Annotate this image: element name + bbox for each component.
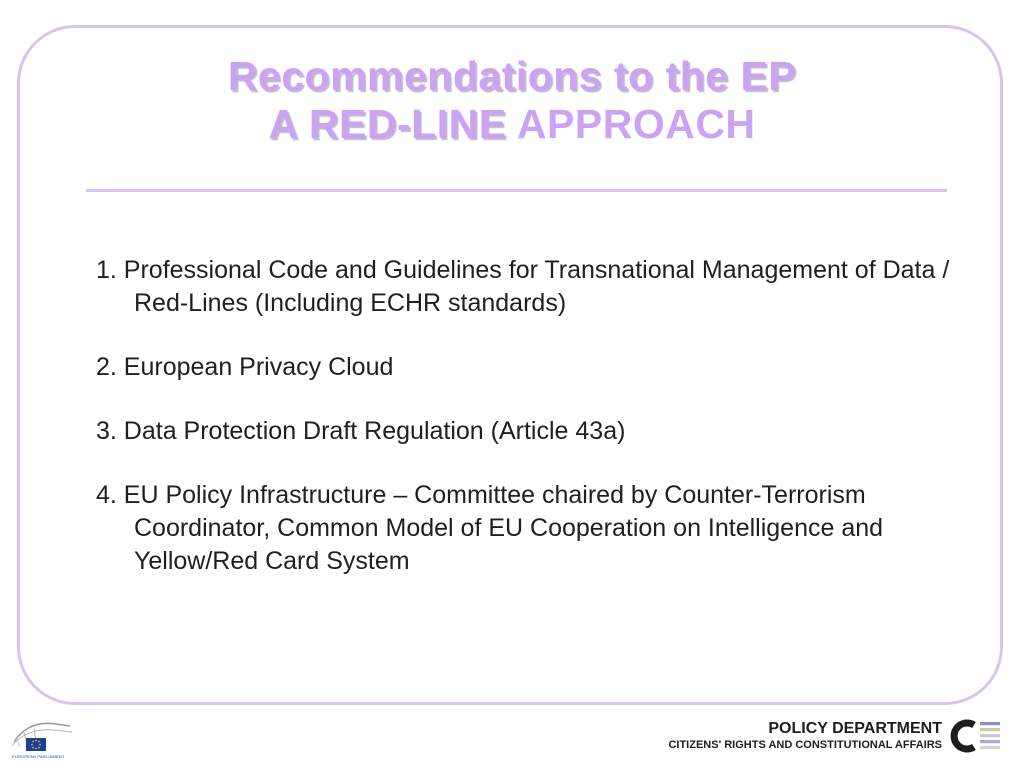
ep-logo-caption: EUROPEAN PARLIAMENT	[12, 754, 65, 759]
department-text	[668, 720, 942, 752]
slide-title	[0, 52, 1024, 148]
list-item: 2. European Privacy Cloud	[96, 353, 394, 381]
c-letter-with-stripes-icon	[948, 719, 1004, 753]
parliament-building-icon	[10, 716, 74, 756]
title-line-1: Recommendations to the EP	[227, 53, 797, 99]
list-item: 1. Professional Code and Guidelines for Transnational Management of Data / Red-Lines (Including ECHR standards)	[96, 256, 950, 317]
title-line-2-plain: APPROACH	[506, 101, 756, 147]
title-line-2	[0, 100, 1024, 148]
policy-department-branding	[668, 716, 1004, 756]
list-item: 3. Data Protection Draft Regulation (Article 43a)	[96, 417, 626, 445]
department-subtitle: CITIZENS' RIGHTS AND CONSTITUTIONAL AFFAIRS	[668, 739, 942, 751]
european-parliament-logo	[10, 716, 74, 762]
list-item: 4. EU Policy Infrastructure – Committee chaired by Counter-Terrorism Coordinator, Common Model of EU Cooperation on Intelligence and Yellow/Red Card System	[96, 481, 884, 575]
department-title: POLICY DEPARTMENT	[768, 720, 942, 737]
recommendation-list	[96, 254, 956, 578]
title-line-2-emphasis: A RED-LINE	[268, 101, 507, 147]
title-divider	[86, 189, 947, 192]
